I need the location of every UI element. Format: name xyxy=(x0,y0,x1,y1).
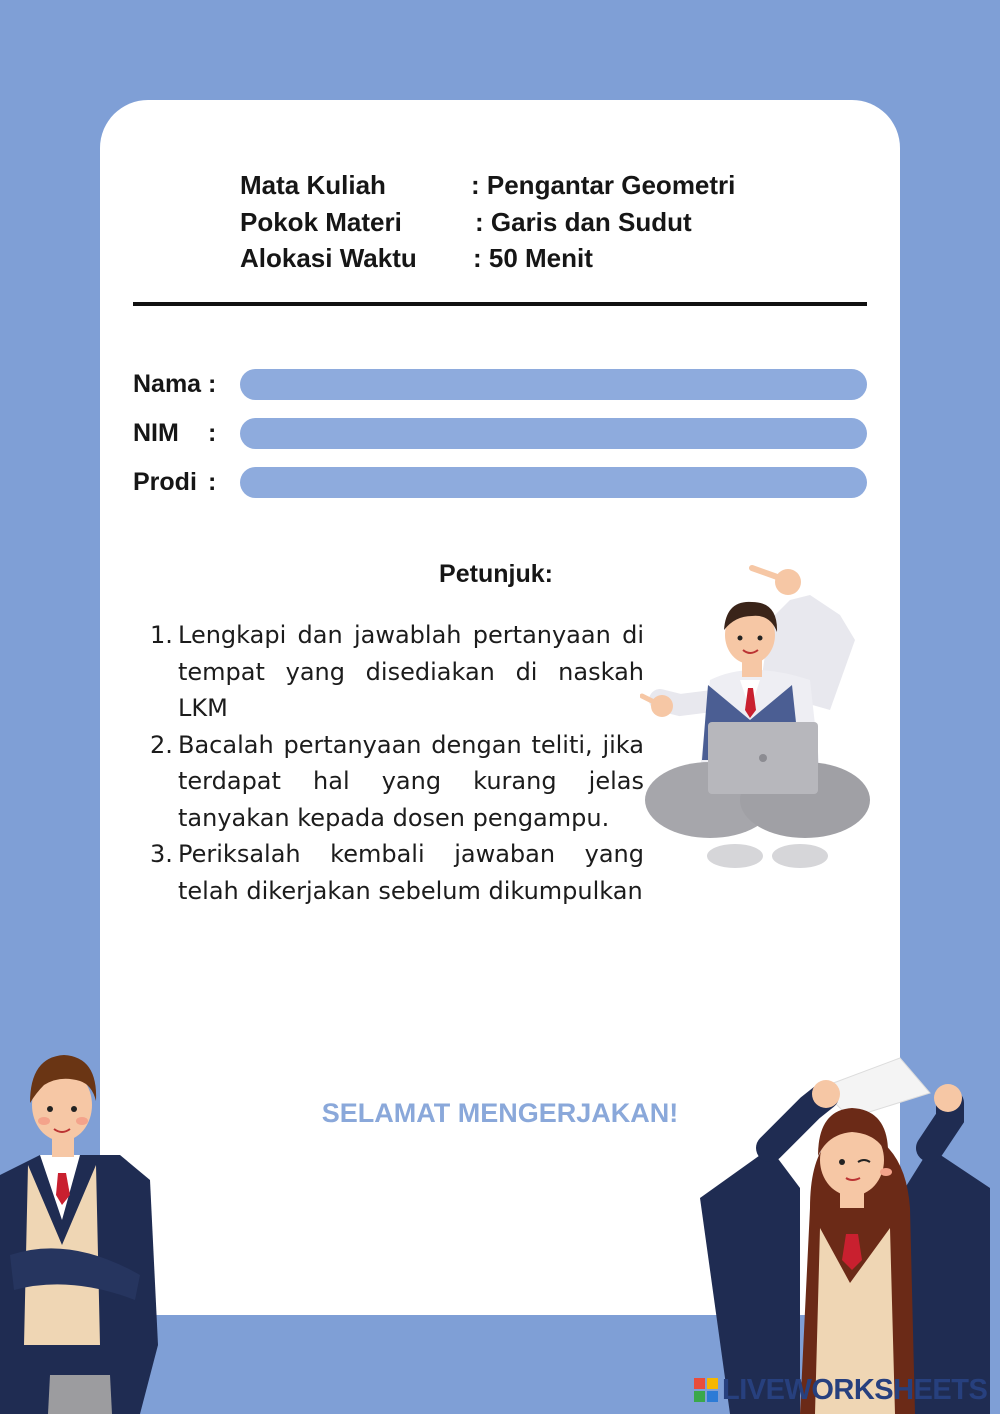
student-laptop-illustration xyxy=(640,560,880,880)
name-input[interactable] xyxy=(240,369,867,400)
course-label: Mata Kuliah xyxy=(240,170,386,200)
item-number: 1. xyxy=(150,621,173,649)
header-divider xyxy=(133,302,867,306)
duration-value: : 50 Menit xyxy=(473,243,593,273)
closing-message: SELAMAT MENGERJAKAN! xyxy=(321,1098,679,1128)
prodi-input[interactable] xyxy=(240,467,867,498)
topic-label: Pokok Materi xyxy=(240,207,402,237)
name-label: Nama : xyxy=(133,370,217,398)
prodi-colon: : xyxy=(208,468,217,496)
item-text: Lengkapi dan jawablah pertanyaan di tempat yang disediakan di naskah LKM xyxy=(178,621,644,722)
item-number: 2. xyxy=(150,730,173,759)
duration-label: Alokasi Waktu xyxy=(240,243,417,273)
prodi-label: Prodi xyxy=(133,468,197,496)
topic-value: : Garis dan Sudut xyxy=(475,207,692,237)
instructions-list xyxy=(150,617,644,909)
liveworksheets-logo-icon xyxy=(694,1378,718,1402)
brand-text: LIVEWORKSHEETS xyxy=(722,1373,988,1406)
nim-colon: : xyxy=(208,419,217,447)
list-item xyxy=(150,727,644,837)
nim-input[interactable] xyxy=(240,418,867,449)
boy-student-illustration xyxy=(0,1045,165,1414)
list-item xyxy=(150,836,644,909)
brand-logo xyxy=(694,1374,987,1406)
item-number: 3. xyxy=(150,840,173,868)
instructions-title: Petunjuk: xyxy=(439,560,553,588)
nim-label: NIM xyxy=(133,419,179,447)
course-value: : Pengantar Geometri xyxy=(471,170,736,200)
list-item xyxy=(150,617,644,727)
item-text: Bacalah pertanyaan dengan teliti, jika terdapat hal yang kurang jelas tanyakan kepada dosen pengampu. xyxy=(178,730,644,832)
item-text: Periksalah kembali jawaban yang telah dikerjakan sebelum dikumpulkan xyxy=(178,840,644,905)
